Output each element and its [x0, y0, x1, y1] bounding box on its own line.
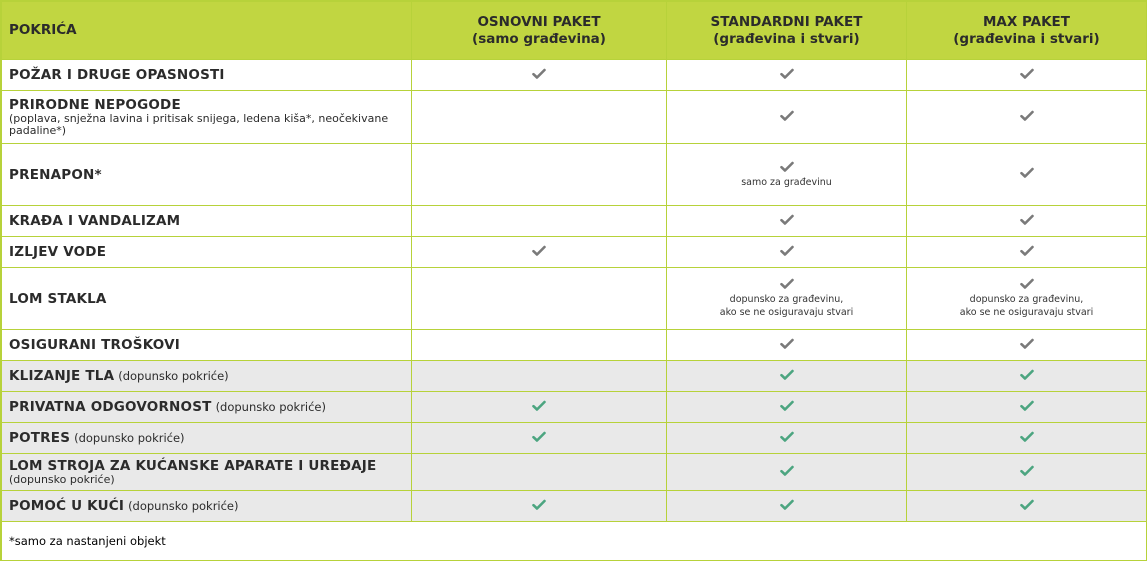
coverage-row: [2, 268, 1147, 330]
package-cell: [907, 392, 1147, 423]
package-cell: [667, 91, 907, 144]
coverage-subtext: (poplava, snježna lavina i pritisak snijega, ledena kiša*, neočekivane padaline*): [9, 112, 389, 137]
coverage-label-cell: [2, 144, 412, 206]
package-header-max: [907, 2, 1147, 60]
coverage-label: KLIZANJE TLA: [9, 368, 115, 384]
package-cell: [412, 423, 667, 454]
check-icon: [1020, 110, 1034, 122]
coverage-label: POMOĆ U KUĆI: [9, 498, 125, 514]
check-icon: [780, 161, 794, 173]
package-cell: [907, 491, 1147, 522]
coverage-label-cell: [2, 268, 412, 330]
check-icon: [532, 499, 546, 511]
package-cell: [907, 330, 1147, 361]
package-cell: [667, 144, 907, 206]
package-name: OSNOVNI PAKET: [477, 13, 601, 30]
check-icon: [1020, 400, 1034, 412]
package-cell: [667, 423, 907, 454]
coverage-label-cell: [2, 206, 412, 237]
package-cell: [667, 392, 907, 423]
coverage-label-cell: [2, 91, 412, 144]
coverage-label-cell: [2, 392, 412, 423]
check-icon: [532, 400, 546, 412]
coverage-row: [2, 392, 1147, 423]
package-cell: [907, 361, 1147, 392]
package-name: STANDARDNI PAKET: [710, 13, 863, 30]
package-cell: [907, 91, 1147, 144]
coverage-row: [2, 454, 1147, 491]
check-icon: [532, 68, 546, 80]
package-cell: [412, 392, 667, 423]
package-cell: [412, 237, 667, 268]
package-cell: [667, 60, 907, 91]
coverage-table: [1, 1, 1147, 561]
coverage-label-cell: [2, 330, 412, 361]
package-cell: [667, 330, 907, 361]
footer-row: [2, 522, 1147, 561]
check-icon: [780, 245, 794, 257]
coverage-label: PRIRODNE NEPOGODE: [9, 97, 181, 113]
header-row: [2, 2, 1147, 60]
coverage-row: [2, 361, 1147, 392]
check-icon: [780, 110, 794, 122]
package-cell: [907, 268, 1147, 330]
package-header-standard: [667, 2, 907, 60]
check-icon: [780, 68, 794, 80]
coverage-label: IZLJEV VODE: [9, 244, 107, 260]
package-cell: [412, 268, 667, 330]
package-name: MAX PAKET: [983, 13, 1070, 30]
package-note: dopunsko za građevinu, ako se ne osiguravaju stvari: [719, 294, 854, 318]
check-icon: [780, 278, 794, 290]
check-icon: [1020, 431, 1034, 443]
package-cell: [907, 206, 1147, 237]
package-cell: [907, 454, 1147, 491]
package-desc: (samo građevina): [472, 30, 606, 47]
package-note: dopunsko za građevinu, ako se ne osiguravaju stvari: [959, 294, 1094, 318]
coverage-row: [2, 330, 1147, 361]
coverage-label-cell: [2, 423, 412, 454]
package-desc: (građevina i stvari): [953, 30, 1100, 47]
check-icon: [780, 465, 794, 477]
package-cell: [412, 91, 667, 144]
coverage-label-cell: [2, 60, 412, 91]
coverage-label: POTRES: [9, 430, 71, 446]
coverage-label-cell: [2, 454, 412, 491]
check-icon: [780, 400, 794, 412]
check-icon: [1020, 369, 1034, 381]
package-cell: [907, 237, 1147, 268]
coverage-label-cell: [2, 491, 412, 522]
coverage-row: [2, 144, 1147, 206]
coverage-extra: (dopunsko pokriće): [118, 369, 229, 383]
check-icon: [780, 338, 794, 350]
package-cell: [412, 144, 667, 206]
check-icon: [1020, 338, 1034, 350]
coverage-label: LOM STAKLA: [9, 290, 107, 307]
package-cell: [907, 144, 1147, 206]
package-cell: [412, 60, 667, 91]
coverage-rows: [2, 60, 1147, 522]
check-icon: [1020, 167, 1034, 179]
check-icon: [532, 245, 546, 257]
coverage-subtext: (dopunsko pokriće): [9, 473, 115, 486]
package-note: samo za građevinu: [741, 176, 832, 188]
package-cell: [412, 454, 667, 491]
coverage-label-cell: [2, 361, 412, 392]
package-cell: [667, 454, 907, 491]
coverage-row: [2, 491, 1147, 522]
package-header-basic: [412, 2, 667, 60]
coverage-row: [2, 60, 1147, 91]
coverage-label-cell: [2, 237, 412, 268]
check-icon: [532, 431, 546, 443]
check-icon: [1020, 465, 1034, 477]
check-icon: [1020, 245, 1034, 257]
package-cell: [667, 237, 907, 268]
check-icon: [1020, 214, 1034, 226]
coverage-row: [2, 206, 1147, 237]
package-cell: [667, 491, 907, 522]
package-cell: [412, 361, 667, 392]
check-icon: [780, 369, 794, 381]
coverage-row: [2, 91, 1147, 144]
coverage-label: PRENAPON*: [9, 166, 102, 183]
check-icon: [1020, 499, 1034, 511]
package-cell: [412, 330, 667, 361]
check-icon: [780, 431, 794, 443]
coverage-row: [2, 423, 1147, 454]
coverage-label: PRIVATNA ODGOVORNOST: [9, 399, 212, 415]
package-cell: [907, 423, 1147, 454]
coverage-header: POKRIĆA: [2, 2, 412, 60]
check-icon: [1020, 68, 1034, 80]
coverage-row: [2, 237, 1147, 268]
check-icon: [780, 214, 794, 226]
package-cell: [667, 206, 907, 237]
coverage-label: POŽAR I DRUGE OPASNOSTI: [9, 67, 225, 83]
package-cell: [412, 491, 667, 522]
check-icon: [780, 499, 794, 511]
package-cell: [667, 361, 907, 392]
coverage-extra: (dopunsko pokriće): [74, 431, 185, 445]
package-cell: [412, 206, 667, 237]
coverage-label: OSIGURANI TROŠKOVI: [9, 337, 180, 353]
coverage-label: LOM STROJA ZA KUĆANSKE APARATE I UREĐAJE: [9, 458, 377, 474]
coverage-extra: (dopunsko pokriće): [215, 400, 326, 414]
footnote: *samo za nastanjeni objekt: [2, 522, 1147, 561]
check-icon: [1020, 278, 1034, 290]
package-cell: [907, 60, 1147, 91]
package-desc: (građevina i stvari): [713, 30, 860, 47]
coverage-extra: (dopunsko pokriće): [128, 499, 239, 513]
package-cell: [667, 268, 907, 330]
coverage-label: KRAĐA I VANDALIZAM: [9, 213, 181, 229]
